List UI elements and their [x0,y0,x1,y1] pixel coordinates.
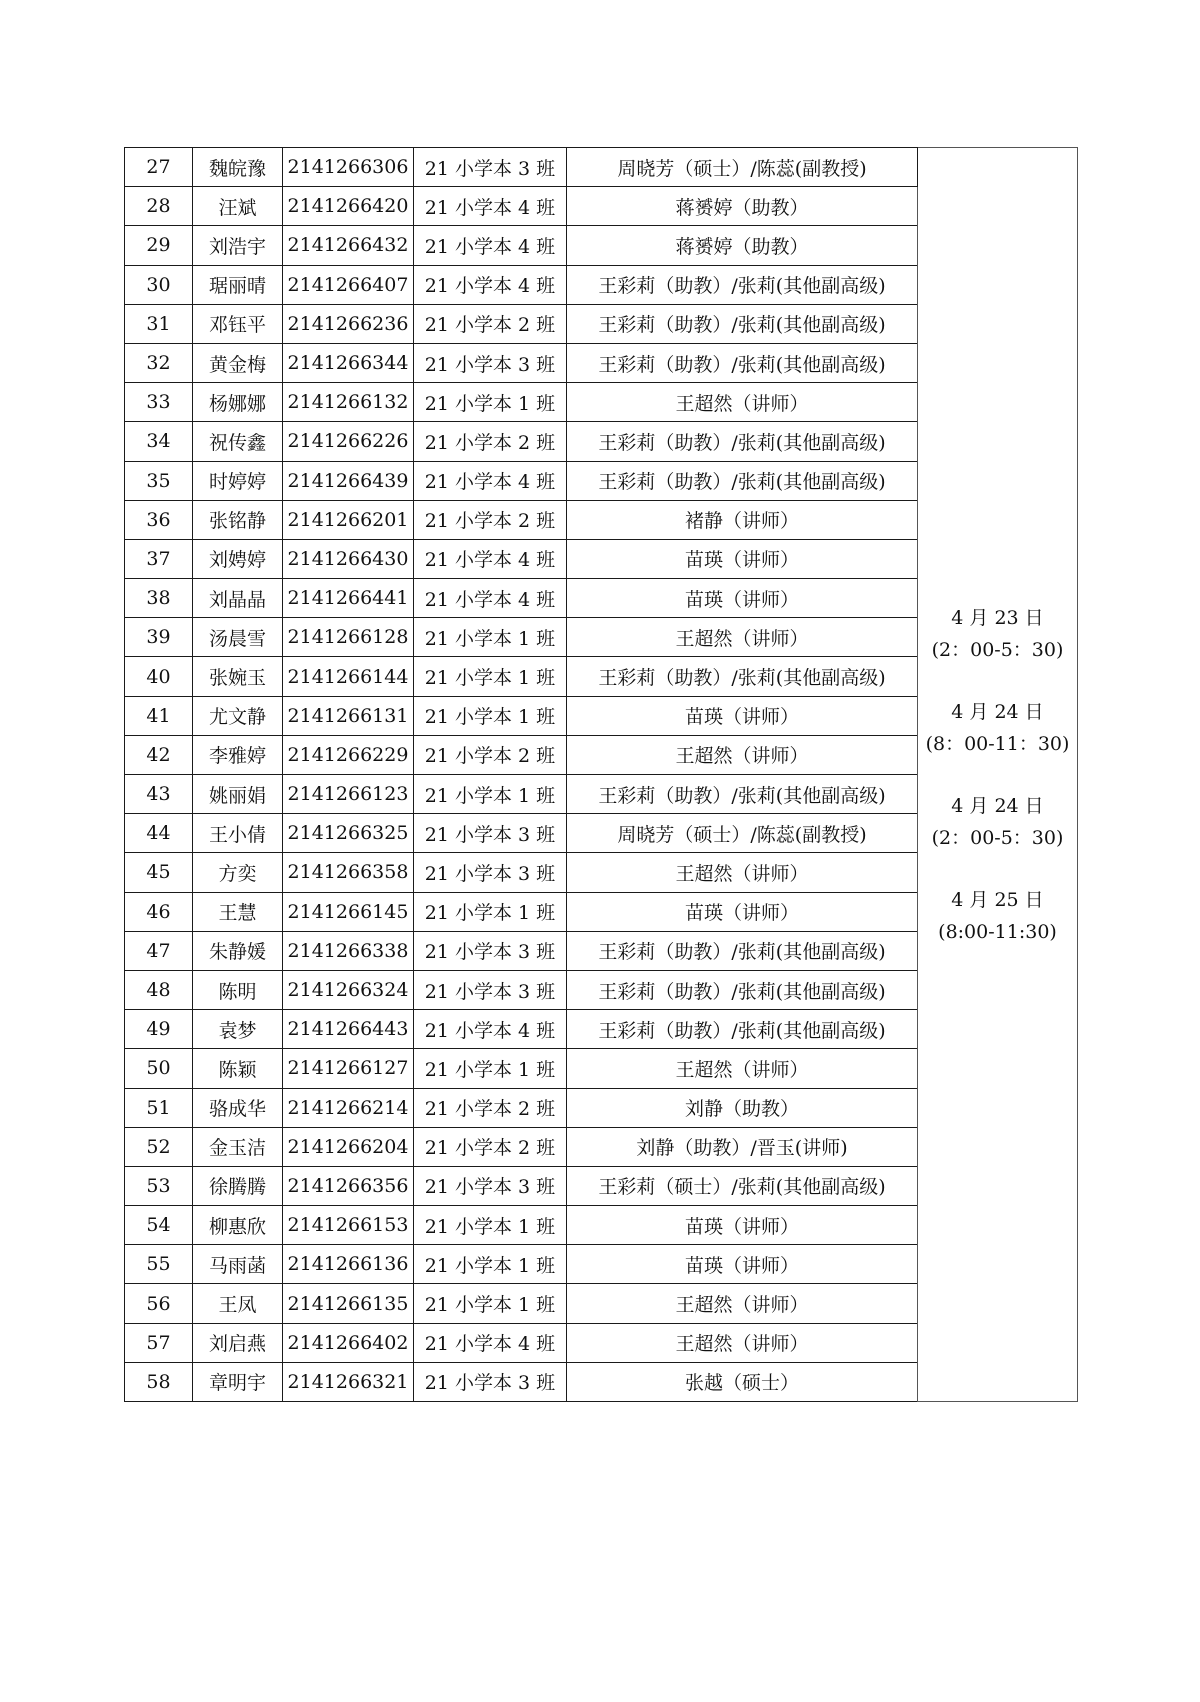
student-name-cell: 琚丽晴 [193,265,283,304]
schedule-time: (8:00-11:30) [938,920,1057,943]
class-name-cell: 21 小学本 4 班 [414,1010,567,1049]
advisor-cell: 张越（硕士） [567,1362,918,1401]
student-name-cell: 汪斌 [193,187,283,226]
advisor-cell: 苗瑛（讲师） [567,579,918,618]
student-id-cell: 2141266123 [283,775,414,814]
class-name-cell: 21 小学本 1 班 [414,1284,567,1323]
roster-body [125,148,1078,1402]
row-number-cell: 30 [125,265,193,304]
class-name-cell: 21 小学本 4 班 [414,579,567,618]
schedule-time: (2：00-5：30) [931,638,1064,661]
row-number-cell: 28 [125,187,193,226]
schedule-date: 4 月 24 日 [951,794,1044,817]
row-number-cell: 38 [125,579,193,618]
advisor-cell: 王超然（讲师） [567,1323,918,1362]
schedule-time: (8：00-11：30) [925,732,1070,755]
advisor-cell: 王超然（讲师） [567,383,918,422]
student-name-cell: 金玉洁 [193,1127,283,1166]
student-id-cell: 2141266443 [283,1010,414,1049]
student-name-cell: 柳惠欣 [193,1206,283,1245]
row-number-cell: 37 [125,539,193,578]
class-name-cell: 21 小学本 1 班 [414,383,567,422]
advisor-cell: 王彩莉（助教）/张莉(其他副高级) [567,422,918,461]
student-id-cell: 2141266324 [283,970,414,1009]
class-name-cell: 21 小学本 3 班 [414,1166,567,1205]
row-number-cell: 56 [125,1284,193,1323]
student-id-cell: 2141266229 [283,735,414,774]
schedule-slot [920,696,1075,760]
student-name-cell: 王慧 [193,892,283,931]
class-name-cell: 21 小学本 3 班 [414,853,567,892]
class-name-cell: 21 小学本 2 班 [414,500,567,539]
row-number-cell: 42 [125,735,193,774]
row-number-cell: 27 [125,148,193,187]
row-number-cell: 53 [125,1166,193,1205]
advisor-cell: 苗瑛（讲师） [567,892,918,931]
row-number-cell: 46 [125,892,193,931]
class-name-cell: 21 小学本 4 班 [414,265,567,304]
row-number-cell: 29 [125,226,193,265]
class-name-cell: 21 小学本 1 班 [414,696,567,735]
class-name-cell: 21 小学本 2 班 [414,304,567,343]
schedule-cell [918,148,1078,1402]
student-name-cell: 王小倩 [193,814,283,853]
class-name-cell: 21 小学本 2 班 [414,735,567,774]
student-name-cell: 尤文静 [193,696,283,735]
class-name-cell: 21 小学本 3 班 [414,1362,567,1401]
class-name-cell: 21 小学本 4 班 [414,461,567,500]
student-id-cell: 2141266430 [283,539,414,578]
row-number-cell: 49 [125,1010,193,1049]
student-name-cell: 魏皖豫 [193,148,283,187]
advisor-cell: 蒋赟婷（助教） [567,226,918,265]
student-id-cell: 2141266432 [283,226,414,265]
row-number-cell: 58 [125,1362,193,1401]
student-id-cell: 2141266321 [283,1362,414,1401]
class-name-cell: 21 小学本 3 班 [414,970,567,1009]
student-name-cell: 刘浩宇 [193,226,283,265]
advisor-cell: 苗瑛（讲师） [567,1206,918,1245]
advisor-cell: 王彩莉（助教）/张莉(其他副高级) [567,265,918,304]
class-name-cell: 21 小学本 2 班 [414,1127,567,1166]
student-id-cell: 2141266407 [283,265,414,304]
student-name-cell: 时婷婷 [193,461,283,500]
student-id-cell: 2141266144 [283,657,414,696]
row-number-cell: 31 [125,304,193,343]
student-roster-table [124,147,1078,1402]
class-name-cell: 21 小学本 1 班 [414,657,567,696]
class-name-cell: 21 小学本 1 班 [414,775,567,814]
row-number-cell: 54 [125,1206,193,1245]
row-number-cell: 41 [125,696,193,735]
schedule-date: 4 月 23 日 [951,606,1044,629]
student-name-cell: 方奕 [193,853,283,892]
advisor-cell: 王彩莉（助教）/张莉(其他副高级) [567,657,918,696]
class-name-cell: 21 小学本 1 班 [414,892,567,931]
class-name-cell: 21 小学本 3 班 [414,343,567,382]
student-name-cell: 章明宇 [193,1362,283,1401]
student-name-cell: 朱静媛 [193,931,283,970]
class-name-cell: 21 小学本 2 班 [414,422,567,461]
student-name-cell: 黄金梅 [193,343,283,382]
row-number-cell: 32 [125,343,193,382]
row-number-cell: 50 [125,1049,193,1088]
class-name-cell: 21 小学本 3 班 [414,148,567,187]
class-name-cell: 21 小学本 1 班 [414,1245,567,1284]
student-id-cell: 2141266344 [283,343,414,382]
student-name-cell: 邓钰平 [193,304,283,343]
student-name-cell: 汤晨雪 [193,618,283,657]
student-name-cell: 王凤 [193,1284,283,1323]
class-name-cell: 21 小学本 1 班 [414,618,567,657]
student-id-cell: 2141266358 [283,853,414,892]
student-name-cell: 陈颖 [193,1049,283,1088]
student-id-cell: 2141266136 [283,1245,414,1284]
class-name-cell: 21 小学本 4 班 [414,1323,567,1362]
student-name-cell: 刘启燕 [193,1323,283,1362]
schedule-date: 4 月 24 日 [951,700,1044,723]
advisor-cell: 王超然（讲师） [567,1049,918,1088]
advisor-cell: 王彩莉（助教）/张莉(其他副高级) [567,775,918,814]
advisor-cell: 刘静（助教）/晋玉(讲师) [567,1127,918,1166]
advisor-cell: 周晓芳（硕士）/陈蕊(副教授) [567,814,918,853]
student-id-cell: 2141266204 [283,1127,414,1166]
advisor-cell: 蒋赟婷（助教） [567,187,918,226]
student-name-cell: 陈明 [193,970,283,1009]
student-id-cell: 2141266132 [283,383,414,422]
student-name-cell: 马雨菡 [193,1245,283,1284]
class-name-cell: 21 小学本 4 班 [414,187,567,226]
row-number-cell: 39 [125,618,193,657]
student-name-cell: 刘晶晶 [193,579,283,618]
class-name-cell: 21 小学本 1 班 [414,1049,567,1088]
advisor-cell: 王彩莉（助教）/张莉(其他副高级) [567,970,918,1009]
student-id-cell: 2141266145 [283,892,414,931]
row-number-cell: 33 [125,383,193,422]
student-id-cell: 2141266201 [283,500,414,539]
student-id-cell: 2141266214 [283,1088,414,1127]
student-name-cell: 杨娜娜 [193,383,283,422]
class-name-cell: 21 小学本 1 班 [414,1206,567,1245]
student-name-cell: 张婉玉 [193,657,283,696]
advisor-cell: 王彩莉（助教）/张莉(其他副高级) [567,931,918,970]
student-id-cell: 2141266306 [283,148,414,187]
student-id-cell: 2141266420 [283,187,414,226]
student-id-cell: 2141266226 [283,422,414,461]
advisor-cell: 苗瑛（讲师） [567,1245,918,1284]
advisor-cell: 王超然（讲师） [567,735,918,774]
class-name-cell: 21 小学本 4 班 [414,539,567,578]
row-number-cell: 35 [125,461,193,500]
schedule-slot [920,790,1075,854]
class-name-cell: 21 小学本 3 班 [414,814,567,853]
student-id-cell: 2141266441 [283,579,414,618]
student-name-cell: 姚丽娟 [193,775,283,814]
student-id-cell: 2141266236 [283,304,414,343]
schedule-date: 4 月 25 日 [951,888,1044,911]
advisor-cell: 王彩莉（助教）/张莉(其他副高级) [567,304,918,343]
student-id-cell: 2141266128 [283,618,414,657]
student-name-cell: 李雅婷 [193,735,283,774]
advisor-cell: 王超然（讲师） [567,853,918,892]
student-id-cell: 2141266131 [283,696,414,735]
student-id-cell: 2141266325 [283,814,414,853]
advisor-cell: 王超然（讲师） [567,618,918,657]
row-number-cell: 55 [125,1245,193,1284]
row-number-cell: 48 [125,970,193,1009]
advisor-cell: 王彩莉（助教）/张莉(其他副高级) [567,1010,918,1049]
advisor-cell: 王超然（讲师） [567,1284,918,1323]
advisor-cell: 褚静（讲师） [567,500,918,539]
student-id-cell: 2141266356 [283,1166,414,1205]
row-number-cell: 40 [125,657,193,696]
advisor-cell: 王彩莉（硕士）/张莉(其他副高级) [567,1166,918,1205]
row-number-cell: 45 [125,853,193,892]
advisor-cell: 苗瑛（讲师） [567,539,918,578]
advisor-cell: 王彩莉（助教）/张莉(其他副高级) [567,461,918,500]
schedule-slot [920,602,1075,666]
student-name-cell: 袁梦 [193,1010,283,1049]
class-name-cell: 21 小学本 2 班 [414,1088,567,1127]
row-number-cell: 36 [125,500,193,539]
row-number-cell: 52 [125,1127,193,1166]
student-id-cell: 2141266402 [283,1323,414,1362]
student-name-cell: 张铭静 [193,500,283,539]
row-number-cell: 57 [125,1323,193,1362]
student-name-cell: 祝传鑫 [193,422,283,461]
row-number-cell: 34 [125,422,193,461]
row-number-cell: 43 [125,775,193,814]
advisor-cell: 苗瑛（讲师） [567,696,918,735]
student-name-cell: 骆成华 [193,1088,283,1127]
student-id-cell: 2141266338 [283,931,414,970]
schedule-slot [920,884,1075,948]
advisor-cell: 刘静（助教） [567,1088,918,1127]
class-name-cell: 21 小学本 3 班 [414,931,567,970]
student-id-cell: 2141266153 [283,1206,414,1245]
schedule-time: (2：00-5：30) [931,826,1064,849]
class-name-cell: 21 小学本 4 班 [414,226,567,265]
student-id-cell: 2141266127 [283,1049,414,1088]
student-id-cell: 2141266135 [283,1284,414,1323]
row-number-cell: 51 [125,1088,193,1127]
student-id-cell: 2141266439 [283,461,414,500]
student-name-cell: 刘娉婷 [193,539,283,578]
row-number-cell: 47 [125,931,193,970]
advisor-cell: 周晓芳（硕士）/陈蕊(副教授) [567,148,918,187]
advisor-cell: 王彩莉（助教）/张莉(其他副高级) [567,343,918,382]
student-name-cell: 徐腾腾 [193,1166,283,1205]
row-number-cell: 44 [125,814,193,853]
table-row [125,148,1078,187]
